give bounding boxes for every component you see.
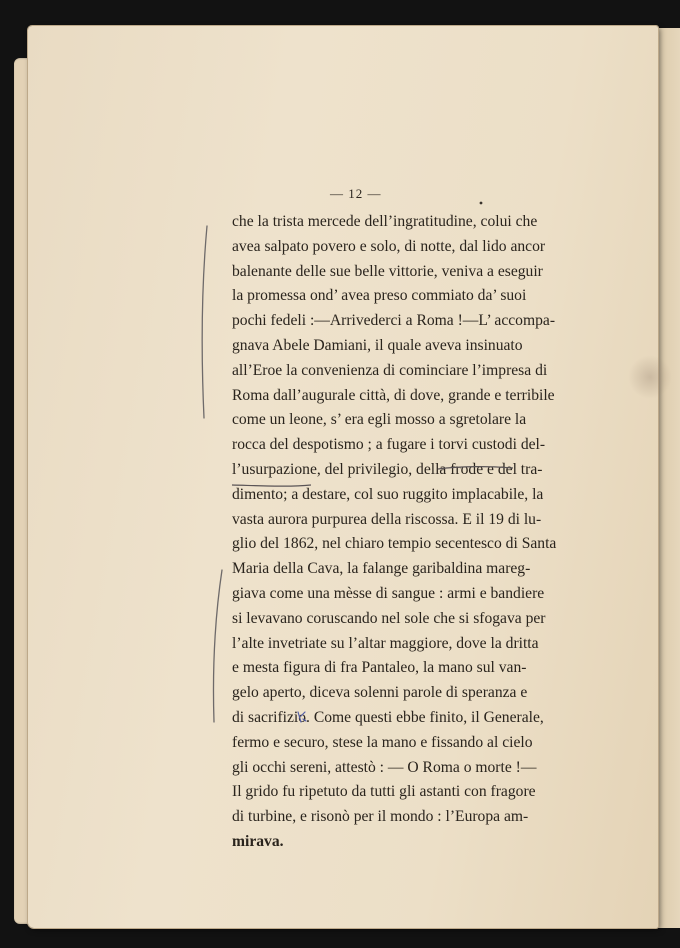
text-line: fermo e securo, stese la mano e fissando al cielo	[232, 733, 533, 751]
text-line: rocca del despotismo ; a fugare i torvi custodi del-	[232, 436, 546, 454]
text-line: di turbine, e risonò per il mondo : l’Europa am-	[232, 808, 529, 826]
text-line: Il grido fu ripetuto da tutti gli astanti con fragore	[232, 783, 536, 801]
body-text	[232, 210, 557, 855]
text-line: e mesta figura di fra Pantaleo, la mano sul van-	[232, 659, 527, 677]
text-line: gelo aperto, diceva solenni parole di speranza e	[232, 684, 528, 702]
text-line: avea salpato povero e solo, di notte, dal lido ancor	[232, 237, 546, 255]
paper-stain	[628, 355, 672, 399]
text-line: si levavano coruscando nel sole che si sfogava per	[232, 609, 546, 627]
text-line: glio del 1862, nel chiaro tempio secentesco di Santa	[232, 535, 557, 553]
page-number: — 12 —	[330, 186, 382, 201]
text-line: l’alte invetriate su l’altar maggiore, dove la dritta	[232, 634, 539, 652]
text-line: l’usurpazione, del privilegio, della frode e del tra-	[232, 460, 543, 478]
text-line: la promessa ond’ avea preso commiato da’ suoi	[232, 287, 527, 305]
text-line: gnava Abele Damiani, il quale aveva insinuato	[232, 336, 523, 354]
text-line: di sacrifizio. Come questi ebbe finito, il Generale,	[232, 708, 544, 726]
text-line: che la trista mercede dell’ingratitudine, colui che	[232, 213, 538, 230]
text-line: vasta aurora purpurea della riscossa. E il 19 di lu-	[232, 510, 542, 528]
text-line: come un leone, s’ era egli mosso a sgretolare la	[232, 411, 527, 429]
text-line: Maria della Cava, la falange garibaldina mareg-	[232, 560, 531, 578]
text-line: pochi fedeli :—Arrivederci a Roma !—L’ accompa-	[232, 312, 556, 330]
text-line: giava come una mèsse di sangue : armi e bandiere	[232, 584, 545, 602]
text-line: all’Eroe la convenienza di cominciare l’impresa di	[232, 361, 548, 379]
text-line: dimento; a destare, col suo ruggito implacabile, la	[232, 485, 544, 503]
text-line: Roma dall’augurale città, di dove, grande e terribile	[232, 386, 555, 404]
text-line: balenante delle sue belle vittorie, veniva a eseguir	[232, 262, 543, 280]
text-line: gli occhi sereni, attestò : — O Roma o morte !—	[232, 758, 537, 776]
text-line: mirava.	[232, 832, 284, 850]
